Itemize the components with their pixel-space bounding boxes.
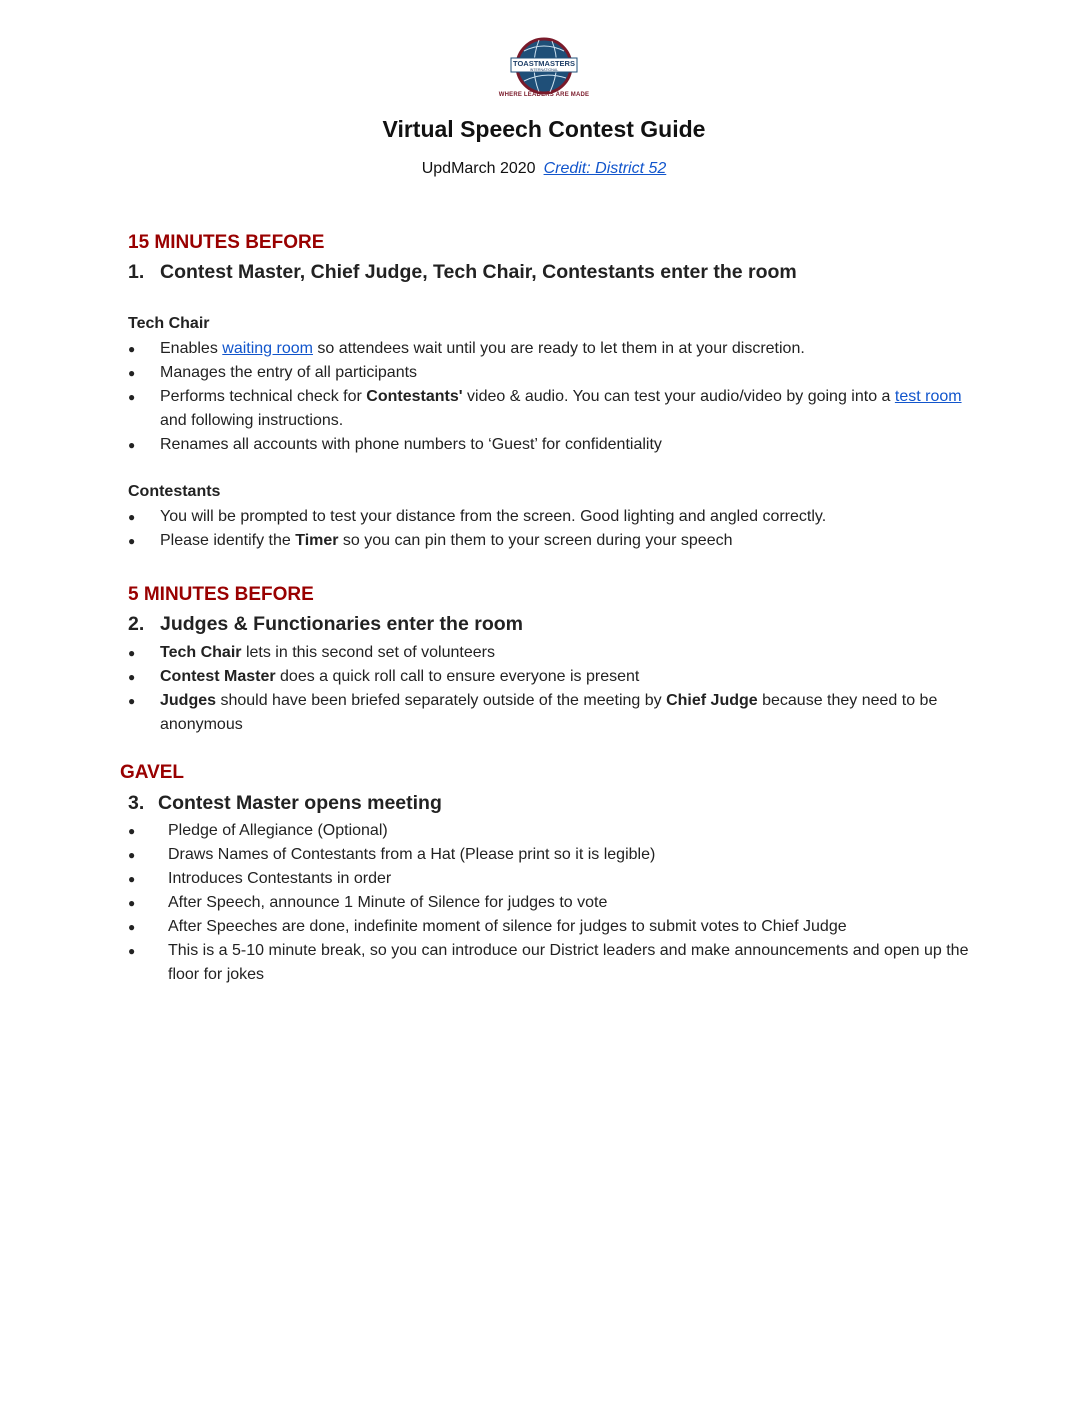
section-heading-5-min: 5 MINUTES BEFORE	[128, 584, 314, 605]
contestants-list	[128, 505, 978, 553]
step-title-text: Judges & Functionaries enter the room	[160, 613, 523, 635]
list-item: ● You will be prompted to test your distance from the screen. Good lighting and angled correctly.	[128, 505, 978, 529]
judges-functionaries-list	[128, 641, 978, 737]
bullet-icon: ●	[128, 510, 136, 524]
bullet-icon: ●	[128, 390, 136, 404]
list-item: ● After Speeches are done, indefinite moment of silence for judges to submit votes to Chief Judge	[128, 915, 978, 939]
updated-date: UpdMarch 2020	[421, 160, 536, 177]
group-label-tech-chair: Tech Chair	[128, 315, 210, 332]
section-heading-gavel: GAVEL	[120, 762, 185, 783]
step-1-title	[128, 261, 797, 284]
step-title-text: Contest Master opens meeting	[158, 792, 442, 814]
step-number: 1.	[128, 261, 145, 283]
list-item: ● After Speech, announce 1 Minute of Silence for judges to vote	[128, 891, 978, 915]
bullet-icon: ●	[128, 944, 136, 958]
credit-link[interactable]: Credit: District 52	[543, 160, 667, 177]
list-item: ● Introduces Contestants in order	[128, 867, 978, 891]
bullet-icon: ●	[128, 848, 136, 862]
waiting-room-link[interactable]: waiting room	[222, 340, 313, 357]
logo-tagline: WHERE LEADERS ARE MADE	[498, 92, 590, 98]
globe-icon	[494, 36, 594, 96]
step-2-title	[128, 613, 523, 636]
contest-master-list	[128, 819, 978, 987]
list-item: ● Manages the entry of all participants	[128, 361, 978, 385]
document-subtitle	[0, 160, 1088, 178]
bullet-icon: ●	[128, 366, 136, 380]
document-title: Virtual Speech Contest Guide	[382, 116, 706, 142]
list-item: ● Enables waiting room so attendees wait until you are ready to let them in at your discretion.	[128, 337, 978, 361]
bullet-icon: ●	[128, 694, 136, 708]
bullet-icon: ●	[128, 646, 136, 660]
list-item: ● Pledge of Allegiance (Optional)	[128, 819, 978, 843]
tech-chair-list	[128, 337, 978, 457]
bullet-icon: ●	[128, 872, 136, 886]
list-item: ● This is a 5-10 minute break, so you can introduce our District leaders and make announcements and open up the floor for jokes	[128, 939, 978, 987]
step-number: 2.	[128, 613, 145, 635]
bullet-icon: ●	[128, 670, 136, 684]
list-item: ● Tech Chair lets in this second set of volunteers	[128, 641, 978, 665]
bullet-icon: ●	[128, 920, 136, 934]
svg-text:INTERNATIONAL: INTERNATIONAL	[529, 68, 559, 72]
group-label-contestants: Contestants	[128, 483, 221, 500]
list-item: ● Judges should have been briefed separately outside of the meeting by Chief Judge because they need to be anonymous	[128, 689, 978, 737]
step-number: 3.	[128, 792, 145, 814]
bullet-icon: ●	[128, 824, 136, 838]
svg-text:TOASTMASTERS: TOASTMASTERS	[513, 59, 575, 68]
bullet-icon: ●	[128, 438, 136, 452]
list-item: ● Please identify the Timer so you can pin them to your screen during your speech	[128, 529, 978, 553]
step-title-text: Contest Master, Chief Judge, Tech Chair, Contestants enter the room	[160, 261, 797, 283]
bullet-icon: ●	[128, 896, 136, 910]
list-item: ● Draws Names of Contestants from a Hat (Please print so it is legible)	[128, 843, 978, 867]
step-3-title	[128, 792, 442, 815]
bullet-icon: ●	[128, 534, 136, 548]
section-heading-15-min: 15 MINUTES BEFORE	[128, 232, 325, 253]
list-item: ● Performs technical check for Contestants' video & audio. You can test your audio/video by going into a test room and following instructions.	[128, 385, 978, 433]
bullet-icon: ●	[128, 342, 136, 356]
list-item: ● Contest Master does a quick roll call to ensure everyone is present	[128, 665, 978, 689]
test-room-link[interactable]: test room	[894, 388, 962, 405]
list-item: ● Renames all accounts with phone numbers to ‘Guest’ for confidentiality	[128, 433, 978, 457]
